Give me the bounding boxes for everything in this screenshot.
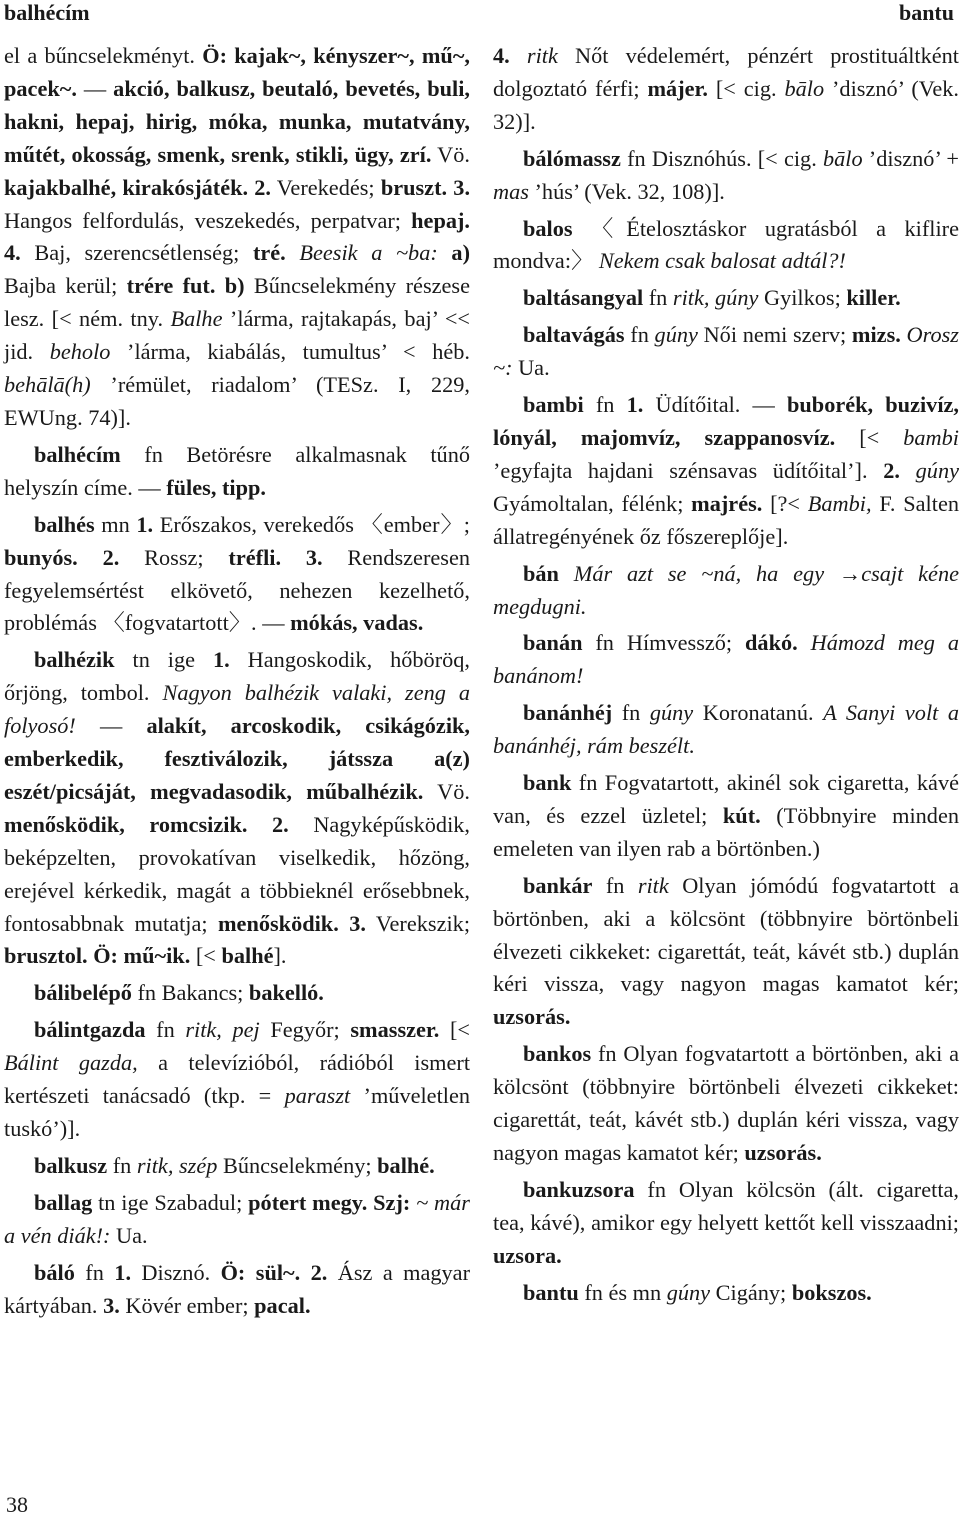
left-column bbox=[4, 40, 470, 1326]
bold-text: banánhéj bbox=[523, 700, 613, 726]
italic-text: Hámozd meg a banánom! bbox=[493, 630, 959, 689]
body-text bbox=[300, 1260, 310, 1285]
entry-bantu bbox=[493, 1277, 959, 1310]
bold-text: bán bbox=[523, 560, 559, 586]
bold-text: akció, balkusz, beutaló, bevetés, buli, hakni, hepaj, hirig, móka, munka, mutatvány, műtét, okosság, smenk, srenk, stikli, ügy, zrí. bbox=[4, 75, 470, 167]
body-text: fn bbox=[643, 285, 673, 311]
body-text: fn bbox=[145, 1017, 186, 1043]
bold-text: baltavágás bbox=[523, 322, 625, 348]
entry-baltasangyal bbox=[493, 282, 959, 315]
body-text: ’disznó’ (Vek. 32)]. bbox=[493, 75, 959, 134]
entry-bankos bbox=[493, 1038, 959, 1170]
italic-text: bambi bbox=[903, 424, 959, 450]
body-text: Vö. bbox=[423, 778, 471, 804]
body-text: Gyilkos; bbox=[758, 285, 847, 311]
body-text: a televízióból, rádióból ismert kertészeti tanácsadó (tkp. = bbox=[4, 1050, 471, 1109]
body-text bbox=[78, 545, 103, 570]
bold-text: uzsorás. bbox=[744, 1140, 822, 1165]
italic-text: Beesik a ~ba: bbox=[299, 240, 438, 266]
body-text: ’disznó’ + bbox=[862, 145, 959, 171]
italic-text: gúny bbox=[915, 457, 959, 483]
body-text: Kövér ember; bbox=[119, 1292, 255, 1318]
entry-balibelepo bbox=[4, 977, 470, 1010]
bold-text: uzsora. bbox=[493, 1242, 562, 1268]
bold-text: balos bbox=[523, 215, 573, 241]
body-text: Rossz; bbox=[119, 544, 229, 570]
bold-text: smasszer. bbox=[350, 1017, 440, 1043]
body-text: Erőszakos, verekedős 〈ember〉; bbox=[153, 511, 471, 537]
bold-text: mókás, vadas. bbox=[290, 610, 424, 636]
entry-balhes bbox=[4, 509, 470, 641]
bold-text: bankos bbox=[523, 1041, 592, 1067]
bold-text: bunyós. bbox=[4, 544, 78, 570]
entry-balkusz bbox=[4, 1150, 470, 1183]
body-text: el a bűncselekményt. bbox=[4, 43, 203, 68]
body-text: fn bbox=[107, 1152, 137, 1178]
bold-text: 3. bbox=[349, 910, 366, 936]
bold-text: Ö: mű~ik. bbox=[93, 943, 191, 969]
body-text: fn és mn bbox=[578, 1279, 667, 1305]
body-text: Rendszeresen fegyelemsértést elkövető, nehezen kezelhető, problémás 〈fogvatartott〉. — bbox=[4, 544, 470, 636]
italic-text: Orosz ~: bbox=[493, 322, 959, 381]
entry-balo bbox=[4, 1257, 470, 1323]
bold-text: 3. bbox=[305, 544, 323, 570]
entry-balomassz bbox=[493, 143, 959, 209]
italic-text: paraszt bbox=[284, 1083, 351, 1109]
body-text bbox=[339, 911, 349, 936]
bold-text: majrés. bbox=[691, 490, 763, 516]
body-text: ’hús’ (Vek. 32, 108)]. bbox=[528, 178, 725, 204]
bold-text: 2. bbox=[102, 544, 120, 570]
body-text: tn ige bbox=[114, 647, 213, 673]
body-text: Cigány; bbox=[710, 1279, 792, 1305]
body-text bbox=[559, 561, 574, 586]
bold-text: 4. bbox=[493, 43, 510, 68]
body-text bbox=[798, 630, 811, 655]
entry-bank bbox=[493, 767, 959, 866]
bold-text: 2. bbox=[272, 811, 289, 837]
bold-text: balhé. bbox=[377, 1152, 435, 1178]
italic-text: ritk, szép bbox=[136, 1152, 218, 1178]
italic-text: A Sanyi volt a banánhéj, rám beszélt. bbox=[493, 700, 959, 759]
bold-text: 3. bbox=[453, 174, 471, 200]
header-right-guideword: bantu bbox=[898, 0, 954, 25]
body-text: fn Disznóhús. [< cig. bbox=[620, 145, 823, 171]
entry-ballag bbox=[4, 1187, 470, 1253]
body-text: ’műveletlen tuskó’)]. bbox=[4, 1083, 471, 1141]
page-number: 38 bbox=[6, 1492, 28, 1517]
body-text: 〈Ételosztáskor ugratásból a kiflire mondva:〉 bbox=[493, 215, 959, 274]
italic-text: gúny bbox=[654, 322, 698, 348]
bold-text: trére fut. bbox=[126, 273, 216, 299]
body-text: Bajba kerül; bbox=[4, 273, 127, 299]
body-text: (Többnyire minden emeleten van ilyen rab a börtönben.) bbox=[493, 802, 959, 861]
running-header bbox=[0, 0, 960, 30]
body-text bbox=[281, 545, 306, 570]
body-text: ]. bbox=[273, 943, 287, 969]
entry-balhe-continued bbox=[4, 40, 470, 435]
bold-text: a) bbox=[451, 240, 470, 266]
body-text bbox=[900, 458, 916, 483]
bold-text: kút. bbox=[722, 802, 761, 828]
bold-text: balhézik bbox=[34, 647, 115, 673]
italic-text: gúny bbox=[666, 1279, 711, 1305]
bold-text: baltásangyal bbox=[523, 285, 644, 311]
entry-baltavagas bbox=[493, 319, 959, 385]
bold-text: bálibelépő bbox=[34, 980, 132, 1006]
italic-text: behālā(h) bbox=[4, 372, 91, 398]
bold-text: bankuzsora bbox=[523, 1176, 635, 1202]
bold-text: dákó. bbox=[745, 630, 798, 656]
bold-text: uzsorás. bbox=[493, 1004, 571, 1030]
bold-text: 2. bbox=[310, 1259, 328, 1285]
bold-text: menősködik. bbox=[217, 910, 339, 936]
body-text: ’egyfajta hajdani szénsavas üdítőital’]. bbox=[493, 457, 884, 483]
body-text: Disznó. bbox=[131, 1259, 221, 1285]
body-text: fn Bakancs; bbox=[131, 980, 249, 1006]
bold-text: bantu bbox=[523, 1279, 579, 1305]
body-text: fn Olyan fogvatartott a börtönben, aki a kölcsönt (többnyire börtönbeli élvezeti cikkeket: cigarettát, teát, kávét stb.) duplán kéri vissza, vagy nagyon magas kamatot kér; bbox=[493, 1041, 959, 1165]
bold-text: killer. bbox=[846, 285, 901, 311]
body-text bbox=[215, 273, 224, 298]
body-text: Ua. bbox=[512, 355, 550, 381]
body-text: F. Salten állatregényének őz főszereplője]. bbox=[493, 490, 959, 549]
bold-text: hepaj. bbox=[411, 207, 470, 233]
body-text: Bűncselekmény; bbox=[217, 1152, 378, 1178]
body-text: Gyámoltalan, félénk; bbox=[493, 490, 692, 516]
entry-balos bbox=[493, 213, 959, 279]
bold-text: 1. bbox=[212, 647, 230, 673]
body-text: Baj, szerencsétlenség; bbox=[20, 240, 253, 266]
body-text bbox=[438, 240, 452, 265]
italic-text: gúny bbox=[649, 700, 694, 726]
body-text: Verekedés; bbox=[271, 174, 381, 200]
bold-text: bokszos. bbox=[791, 1279, 872, 1305]
bold-text: bálintgazda bbox=[34, 1017, 146, 1043]
body-text bbox=[247, 812, 272, 837]
body-text: fn Olyan kölcsön (ált. cigaretta, tea, kávé), amikor egy helyett kettőt kell visszaadni; bbox=[493, 1176, 959, 1235]
bold-text: balhés bbox=[34, 511, 95, 537]
body-text: tn ige Szabadul; bbox=[92, 1189, 249, 1215]
entry-banan bbox=[493, 627, 959, 693]
body-text: fn Fogvatartott, akinél sok cigaretta, kávé van, és ezzel üzletel; bbox=[493, 770, 959, 828]
entry-balo-continued bbox=[493, 40, 959, 139]
header-left-guideword: balhécím bbox=[4, 0, 90, 25]
bold-text: alakít, arcoskodik, csikágózik, emberkedik, fesztiválozik, játssza a(z) eszét/picsáját, megvadasodik, műbalhézik. bbox=[4, 713, 470, 804]
bold-text: 1. bbox=[136, 511, 154, 537]
body-text: ’lárma, rajtakapás, baj’ << jid. bbox=[4, 306, 470, 365]
italic-text: Nagyon balhézik valaki, zeng a folyosó! bbox=[4, 680, 470, 739]
body-text: fn bbox=[624, 322, 655, 348]
bold-text: májer. bbox=[647, 75, 708, 101]
body-text: Nőt védelemért, pénzért prostituáltként dolgoztató férfi; bbox=[493, 43, 959, 101]
italic-text: ritk, pej bbox=[185, 1017, 260, 1043]
body-text bbox=[510, 43, 527, 68]
bold-text: 4. bbox=[4, 240, 21, 266]
bold-text: 1. bbox=[114, 1259, 132, 1285]
italic-text: Balhe bbox=[170, 306, 223, 332]
body-text: Olyan jómódú fogvatartott a börtönben, aki a kölcsönt (többnyire börtönbeli élvezeti cikkeket: cigarettát, teát, kávét stb.) duplán kéri vissza, vagy nagyon magas kamatot kér; bbox=[493, 872, 959, 997]
bold-text: tré. bbox=[252, 240, 286, 266]
bold-text: bankár bbox=[523, 872, 593, 898]
body-text: fn Betörésre alkalmasnak tűnő helyszín címe. — bbox=[4, 441, 470, 500]
bold-text: banán bbox=[523, 630, 583, 656]
entry-balintgazda bbox=[4, 1014, 470, 1146]
italic-text: mas bbox=[493, 178, 529, 204]
italic-text: ritk bbox=[526, 43, 558, 68]
body-text: — bbox=[76, 75, 114, 101]
body-text: fn bbox=[592, 872, 638, 898]
body-text: Hangos felfordulás, veszekedés, perpatvar; bbox=[4, 207, 412, 233]
body-text: Ász a magyar kártyában. bbox=[4, 1259, 471, 1318]
bold-text: balkusz bbox=[34, 1152, 108, 1178]
right-column bbox=[493, 40, 959, 1314]
bold-text: Ö: kajak~, kényszer~, mű~, pacek~. bbox=[4, 43, 470, 101]
bold-text: b) bbox=[224, 273, 245, 299]
body-text: — bbox=[75, 713, 147, 739]
bold-text: 1. bbox=[626, 392, 644, 418]
bold-text: bakelló. bbox=[248, 980, 324, 1006]
italic-text: Nekem csak balosat adtál?! bbox=[598, 248, 846, 274]
entry-bankar bbox=[493, 870, 959, 1035]
entry-bambi bbox=[493, 389, 959, 554]
entry-bankuzsora bbox=[493, 1174, 959, 1273]
body-text: Verekszik; bbox=[365, 910, 471, 936]
body-text: Koronatanú. bbox=[693, 700, 824, 726]
bold-text: tréfli. bbox=[228, 544, 282, 570]
bold-text: kajakbalhé, kirakósjáték. bbox=[4, 174, 249, 200]
bold-text: buborék, buzivíz, lónyál, majomvíz, szappanosvíz. bbox=[493, 392, 959, 450]
body-text: ’rémület, riadalom’ (TESz. I, 229, EWUng. 74)]. bbox=[4, 372, 470, 430]
bold-text: 2. bbox=[254, 174, 272, 200]
body-text bbox=[286, 240, 300, 265]
bold-text: bruszt. bbox=[380, 174, 448, 200]
italic-text: bālo bbox=[822, 145, 863, 171]
body-text: Ua. bbox=[110, 1222, 148, 1248]
bold-text: balhé bbox=[221, 943, 274, 969]
body-text: [< bbox=[190, 943, 222, 969]
body-text: Női nemi szerv; bbox=[697, 322, 852, 348]
italic-text: beholo bbox=[49, 339, 111, 365]
bold-text: balhécím bbox=[34, 441, 121, 467]
bold-text: ballag bbox=[34, 1189, 93, 1215]
body-text: Hangoskodik, hőböröq, őrjöng, tombol. bbox=[4, 647, 470, 706]
entry-balhecim bbox=[4, 439, 470, 505]
bold-text: menősködik, romcsizik. bbox=[4, 811, 248, 837]
body-text: ’lárma, kiabálás, tumultus’ < héb. bbox=[110, 339, 471, 365]
entry-balhezik bbox=[4, 644, 470, 973]
body-text: Üdítőital. — bbox=[643, 392, 787, 418]
bold-text: 2. bbox=[883, 457, 900, 483]
bold-text: bálómassz bbox=[523, 145, 621, 171]
bold-text: 3. bbox=[103, 1292, 120, 1318]
italic-text: ritk bbox=[637, 872, 669, 898]
body-text: mn bbox=[94, 511, 137, 537]
body-text: [< bbox=[439, 1017, 470, 1043]
body-text: fn bbox=[612, 700, 650, 726]
bold-text: mizs. bbox=[851, 322, 901, 348]
bold-text: füles, tipp. bbox=[166, 474, 266, 500]
body-text: [< cig. bbox=[707, 75, 785, 101]
italic-text: Bambi, bbox=[807, 490, 872, 516]
body-text: Nagyképűsködik, beképzelten, provokatívan viselkedik, hőzöng, erejével kérkedik, magát a többieknél erősebbnek, fontosabbnak mutatja; bbox=[4, 811, 470, 936]
body-text: fn bbox=[583, 392, 627, 418]
bold-text: Ö: sül~. bbox=[220, 1259, 301, 1285]
bold-text: pótert megy. bbox=[248, 1189, 368, 1215]
body-text: fn Hímvessző; bbox=[582, 630, 746, 656]
bold-text: bank bbox=[523, 770, 572, 796]
bold-text: báló bbox=[34, 1259, 75, 1285]
body-text: Fegyőr; bbox=[259, 1017, 351, 1043]
body-text: [< bbox=[835, 424, 904, 450]
bold-text: pacal. bbox=[254, 1292, 311, 1318]
entry-bananhej bbox=[493, 697, 959, 763]
italic-text: Bálint gazda, bbox=[4, 1050, 138, 1076]
bold-text: brusztol. bbox=[4, 943, 88, 969]
italic-text: Már azt se ~ná, ha egy →csajt kéne megdugni. bbox=[493, 560, 959, 619]
body-text: Vö. bbox=[431, 141, 470, 167]
bold-text: Szj: bbox=[373, 1189, 411, 1215]
italic-text: bālo bbox=[784, 75, 825, 101]
entry-ban bbox=[493, 558, 959, 624]
body-text: Bűncselekmény részese lesz. [< ném. tny. bbox=[4, 273, 470, 332]
body-text: [?< bbox=[762, 490, 808, 516]
body-text: fn bbox=[74, 1259, 115, 1285]
bold-text: bambi bbox=[523, 392, 584, 418]
italic-text: ritk, gúny bbox=[672, 285, 759, 311]
italic-text: ~ már a vén diák!: bbox=[4, 1189, 470, 1248]
